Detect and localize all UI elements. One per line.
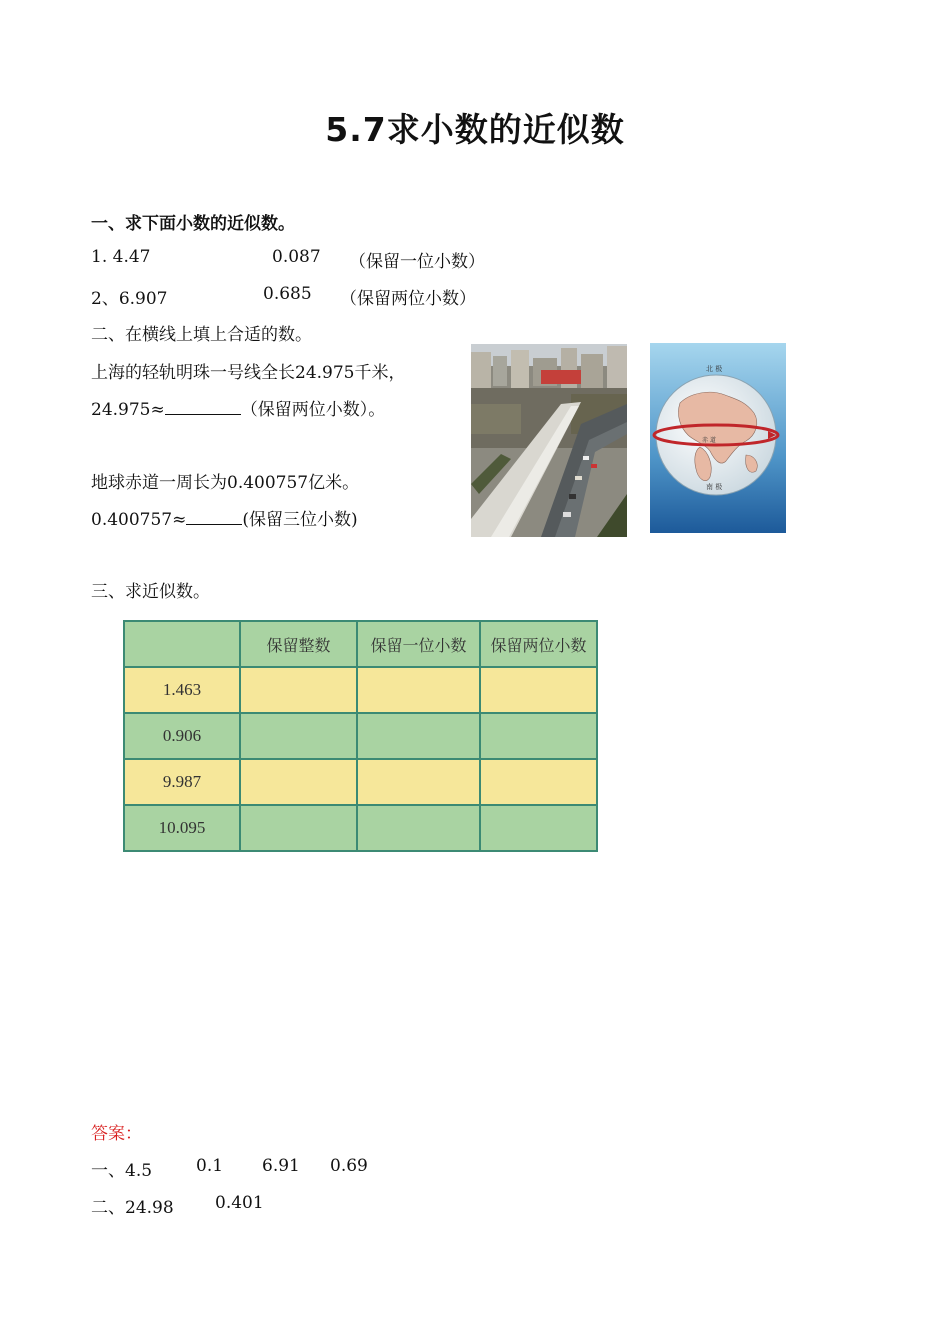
equator-label: 赤 道 [702, 437, 716, 444]
page-title: 5.7求小数的近似数 [325, 110, 625, 149]
table-cell-blank[interactable] [240, 667, 357, 713]
s1-row2-num: 2、6.907 [91, 289, 168, 309]
s2-q1-suffix: （保留两位小数）。 [240, 400, 386, 420]
table-row [124, 667, 597, 713]
north-pole-label: 北 极 [706, 365, 723, 373]
south-pole-label: 南 极 [706, 483, 723, 491]
s1-row1-b: 0.087 [272, 247, 321, 267]
table-header-cell [124, 621, 240, 667]
globe-picture-image [650, 343, 786, 533]
answer-line1-d: 0.69 [330, 1156, 368, 1176]
section1-heading: 一、求下面小数的近似数。 [91, 214, 295, 234]
globe-picture [650, 343, 786, 533]
table-row [124, 805, 597, 851]
table-cell-blank[interactable] [480, 805, 597, 851]
table-row [124, 713, 597, 759]
table-row-number: 0.906 [124, 713, 240, 759]
s2-q1-prefix: 24.975≈ [91, 400, 165, 420]
table-cell-blank[interactable] [357, 805, 480, 851]
table-row [124, 759, 597, 805]
s2-q2-text: 地球赤道一周长为0.400757亿米。 [91, 473, 360, 493]
answer-line1-b: 0.1 [196, 1156, 224, 1176]
table-row-number: 1.463 [124, 667, 240, 713]
s2-q2-blank[interactable] [186, 510, 242, 525]
table-cell-blank[interactable] [240, 805, 357, 851]
answer-line2-label: 二、24.98 [91, 1198, 174, 1218]
s1-row1-num: 1. 4.47 [91, 247, 151, 267]
table-cell-blank[interactable] [240, 713, 357, 759]
s2-q1-answer-line [91, 395, 385, 420]
section3-heading: 三、求近似数。 [91, 582, 210, 602]
s1-row1-note: （保留一位小数） [349, 252, 485, 272]
table-header-row [124, 621, 597, 667]
table-cell-blank[interactable] [480, 759, 597, 805]
table-header-cell: 保留一位小数 [357, 621, 480, 667]
table-header-cell: 保留整数 [240, 621, 357, 667]
table-cell-blank[interactable] [480, 667, 597, 713]
approximation-table [123, 620, 598, 852]
table-cell-blank[interactable] [357, 667, 480, 713]
answer-line2-b: 0.401 [215, 1193, 264, 1213]
s2-q2-prefix: 0.400757≈ [91, 510, 187, 530]
table-cell-blank[interactable] [480, 713, 597, 759]
answers-heading: 答案： [91, 1124, 142, 1144]
table-cell-blank[interactable] [240, 759, 357, 805]
answer-line1-c: 6.91 [262, 1156, 300, 1176]
table-cell-blank[interactable] [357, 759, 480, 805]
table-row-number: 9.987 [124, 759, 240, 805]
s2-q2-answer-line [91, 505, 358, 530]
table-cell-blank[interactable] [357, 713, 480, 759]
railway-photo [471, 344, 627, 537]
table-row-number: 10.095 [124, 805, 240, 851]
section2-heading: 二、在横线上填上合适的数。 [91, 325, 312, 345]
table-header-cell: 保留两位小数 [480, 621, 597, 667]
s2-q1-text: 上海的轻轨明珠一号线全长24.975千米， [91, 363, 406, 383]
answer-line1-label: 一、4.5 [91, 1161, 153, 1181]
s1-row2-note: （保留两位小数） [340, 289, 476, 309]
railway-photo-image [471, 344, 627, 537]
s2-q2-suffix: (保留三位小数) [242, 510, 358, 530]
s2-q1-blank[interactable] [165, 400, 241, 415]
s1-row2-b: 0.685 [263, 284, 312, 304]
